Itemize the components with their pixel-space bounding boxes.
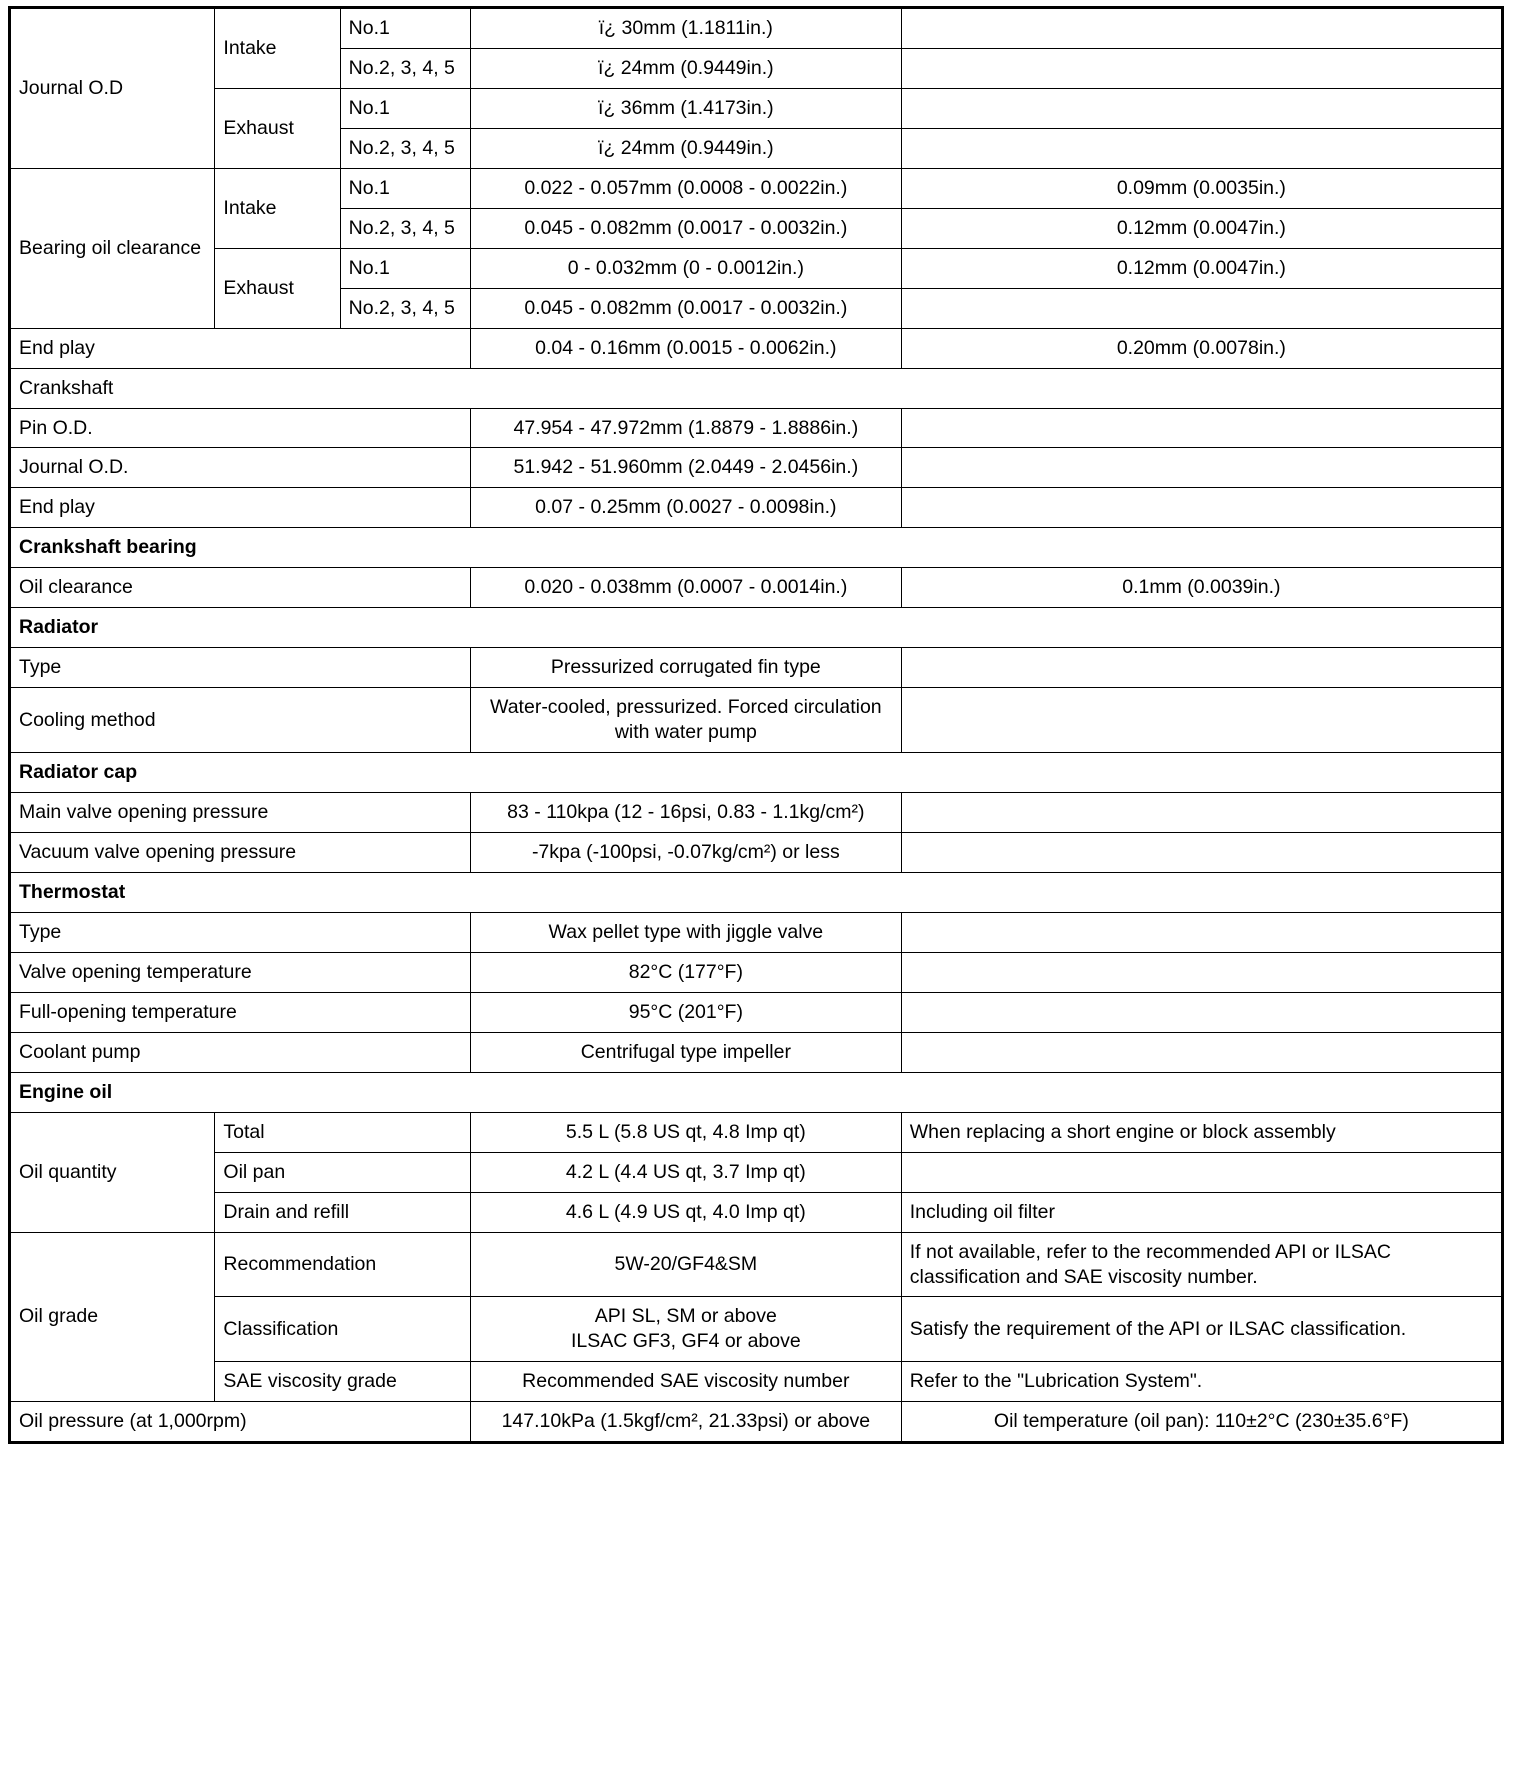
subgroup-exhaust: Exhaust bbox=[215, 248, 340, 328]
value-standard: 0.04 - 0.16mm (0.0015 - 0.0062in.) bbox=[470, 328, 901, 368]
row-label-type: Type bbox=[10, 648, 471, 688]
value-standard: 4.2 L (4.4 US qt, 3.7 Imp qt) bbox=[470, 1152, 901, 1192]
value-standard: Wax pellet type with jiggle valve bbox=[470, 912, 901, 952]
table-row bbox=[10, 648, 1503, 688]
table-row bbox=[10, 568, 1503, 608]
section-header-thermostat: Thermostat bbox=[10, 872, 1503, 912]
item-oil-pan: Oil pan bbox=[215, 1152, 471, 1192]
value-standard: 82°C (177°F) bbox=[470, 952, 901, 992]
value-standard: ï¿ 24mm (0.9449in.) bbox=[470, 128, 901, 168]
value-standard: Recommended SAE viscosity number bbox=[470, 1362, 901, 1402]
row-label-end-play: End play bbox=[10, 488, 471, 528]
row-label-vacuum-valve-opening-pressure: Vacuum valve opening pressure bbox=[10, 833, 471, 873]
value-standard: Pressurized corrugated fin type bbox=[470, 648, 901, 688]
value-note: Including oil filter bbox=[901, 1192, 1502, 1232]
table-row bbox=[10, 952, 1503, 992]
subgroup-exhaust: Exhaust bbox=[215, 88, 340, 168]
row-label-type: Type bbox=[10, 912, 471, 952]
section-header-radiator: Radiator bbox=[10, 608, 1503, 648]
item-total: Total bbox=[215, 1112, 471, 1152]
item-no2345: No.2, 3, 4, 5 bbox=[340, 128, 470, 168]
subgroup-intake: Intake bbox=[215, 168, 340, 248]
row-label-bearing-oil-clearance: Bearing oil clearance bbox=[10, 168, 215, 328]
value-standard: 95°C (201°F) bbox=[470, 992, 901, 1032]
table-row bbox=[10, 608, 1503, 648]
item-no1: No.1 bbox=[340, 248, 470, 288]
subgroup-intake: Intake bbox=[215, 8, 340, 89]
value-limit bbox=[901, 1032, 1502, 1072]
value-limit bbox=[901, 912, 1502, 952]
section-header-engine-oil: Engine oil bbox=[10, 1072, 1503, 1112]
row-label-coolant-pump: Coolant pump bbox=[10, 1032, 471, 1072]
table-row bbox=[10, 992, 1503, 1032]
value-standard: 147.10kPa (1.5kgf/cm², 21.33psi) or above bbox=[470, 1402, 901, 1443]
value-note: If not available, refer to the recommended API or ILSAC classification and SAE viscosity number. bbox=[901, 1232, 1502, 1297]
table-row bbox=[10, 1032, 1503, 1072]
item-drain-and-refill: Drain and refill bbox=[215, 1192, 471, 1232]
value-standard: Water-cooled, pressurized. Forced circulation with water pump bbox=[470, 688, 901, 753]
value-limit: 0.12mm (0.0047in.) bbox=[901, 208, 1502, 248]
value-limit bbox=[901, 833, 1502, 873]
row-label-oil-clearance: Oil clearance bbox=[10, 568, 471, 608]
value-standard: 0 - 0.032mm (0 - 0.0012in.) bbox=[470, 248, 901, 288]
value-limit bbox=[901, 288, 1502, 328]
value-standard: 4.6 L (4.9 US qt, 4.0 Imp qt) bbox=[470, 1192, 901, 1232]
value-limit bbox=[901, 488, 1502, 528]
table-row bbox=[10, 448, 1503, 488]
table-row bbox=[10, 408, 1503, 448]
table-row bbox=[10, 88, 1503, 128]
value-standard: 0.020 - 0.038mm (0.0007 - 0.0014in.) bbox=[470, 568, 901, 608]
value-limit bbox=[901, 793, 1502, 833]
row-label-journal-od: Journal O.D. bbox=[10, 448, 471, 488]
value-limit bbox=[901, 128, 1502, 168]
value-standard: 0.07 - 0.25mm (0.0027 - 0.0098in.) bbox=[470, 488, 901, 528]
value-note bbox=[901, 1152, 1502, 1192]
value-standard: 83 - 110kpa (12 - 16psi, 0.83 - 1.1kg/cm²) bbox=[470, 793, 901, 833]
row-label-oil-pressure: Oil pressure (at 1,000rpm) bbox=[10, 1402, 471, 1443]
table-row bbox=[10, 833, 1503, 873]
value-limit bbox=[901, 952, 1502, 992]
item-recommendation: Recommendation bbox=[215, 1232, 471, 1297]
value-limit bbox=[901, 448, 1502, 488]
table-row bbox=[10, 1112, 1503, 1152]
value-standard: 0.045 - 0.082mm (0.0017 - 0.0032in.) bbox=[470, 288, 901, 328]
engine-specification-table bbox=[8, 6, 1504, 1444]
value-standard: API SL, SM or above ILSAC GF3, GF4 or above bbox=[470, 1297, 901, 1362]
row-label-pin-od: Pin O.D. bbox=[10, 408, 471, 448]
section-header-crankshaft-bearing: Crankshaft bearing bbox=[10, 528, 1503, 568]
table-row bbox=[10, 872, 1503, 912]
table-row bbox=[10, 1232, 1503, 1297]
value-standard: ï¿ 30mm (1.1811in.) bbox=[470, 8, 901, 49]
table-row bbox=[10, 1402, 1503, 1443]
value-limit bbox=[901, 88, 1502, 128]
value-limit bbox=[901, 688, 1502, 753]
value-note: Oil temperature (oil pan): 110±2°C (230±35.6°F) bbox=[901, 1402, 1502, 1443]
value-limit bbox=[901, 992, 1502, 1032]
value-limit: 0.12mm (0.0047in.) bbox=[901, 248, 1502, 288]
value-standard: 0.022 - 0.057mm (0.0008 - 0.0022in.) bbox=[470, 168, 901, 208]
row-label-oil-quantity: Oil quantity bbox=[10, 1112, 215, 1232]
value-limit bbox=[901, 408, 1502, 448]
section-header-crankshaft: Crankshaft bbox=[10, 368, 1503, 408]
row-label-oil-grade: Oil grade bbox=[10, 1232, 215, 1402]
spec-table-body bbox=[10, 8, 1503, 1443]
item-no2345: No.2, 3, 4, 5 bbox=[340, 48, 470, 88]
value-standard: ï¿ 36mm (1.4173in.) bbox=[470, 88, 901, 128]
value-limit: 0.09mm (0.0035in.) bbox=[901, 168, 1502, 208]
value-standard: 5.5 L (5.8 US qt, 4.8 Imp qt) bbox=[470, 1112, 901, 1152]
row-label-valve-opening-temperature: Valve opening temperature bbox=[10, 952, 471, 992]
item-classification: Classification bbox=[215, 1297, 471, 1362]
table-row bbox=[10, 8, 1503, 49]
table-row bbox=[10, 912, 1503, 952]
table-row bbox=[10, 1192, 1503, 1232]
value-note: Refer to the "Lubrication System". bbox=[901, 1362, 1502, 1402]
table-row bbox=[10, 488, 1503, 528]
value-standard: -7kpa (-100psi, -0.07kg/cm²) or less bbox=[470, 833, 901, 873]
value-note: Satisfy the requirement of the API or ILSAC classification. bbox=[901, 1297, 1502, 1362]
table-row bbox=[10, 1362, 1503, 1402]
value-limit: 0.1mm (0.0039in.) bbox=[901, 568, 1502, 608]
row-label-cooling-method: Cooling method bbox=[10, 688, 471, 753]
table-row bbox=[10, 1072, 1503, 1112]
table-row bbox=[10, 168, 1503, 208]
value-limit: 0.20mm (0.0078in.) bbox=[901, 328, 1502, 368]
value-standard: 5W-20/GF4&SM bbox=[470, 1232, 901, 1297]
item-no1: No.1 bbox=[340, 168, 470, 208]
table-row bbox=[10, 328, 1503, 368]
item-no2345: No.2, 3, 4, 5 bbox=[340, 208, 470, 248]
item-sae-viscosity-grade: SAE viscosity grade bbox=[215, 1362, 471, 1402]
row-label-full-opening-temperature: Full-opening temperature bbox=[10, 992, 471, 1032]
row-label-journal-od: Journal O.D bbox=[10, 8, 215, 169]
table-row bbox=[10, 753, 1503, 793]
value-limit bbox=[901, 648, 1502, 688]
item-no1: No.1 bbox=[340, 8, 470, 49]
value-standard: 0.045 - 0.082mm (0.0017 - 0.0032in.) bbox=[470, 208, 901, 248]
table-row bbox=[10, 1152, 1503, 1192]
table-row bbox=[10, 688, 1503, 753]
value-note: When replacing a short engine or block assembly bbox=[901, 1112, 1502, 1152]
table-row bbox=[10, 528, 1503, 568]
row-label-end-play: End play bbox=[10, 328, 471, 368]
item-no1: No.1 bbox=[340, 88, 470, 128]
value-standard: ï¿ 24mm (0.9449in.) bbox=[470, 48, 901, 88]
row-label-main-valve-opening-pressure: Main valve opening pressure bbox=[10, 793, 471, 833]
item-no2345: No.2, 3, 4, 5 bbox=[340, 288, 470, 328]
table-row bbox=[10, 248, 1503, 288]
value-standard: Centrifugal type impeller bbox=[470, 1032, 901, 1072]
table-row bbox=[10, 793, 1503, 833]
table-row bbox=[10, 368, 1503, 408]
value-standard: 47.954 - 47.972mm (1.8879 - 1.8886in.) bbox=[470, 408, 901, 448]
table-row bbox=[10, 1297, 1503, 1362]
section-header-radiator-cap: Radiator cap bbox=[10, 753, 1503, 793]
value-standard: 51.942 - 51.960mm (2.0449 - 2.0456in.) bbox=[470, 448, 901, 488]
value-limit bbox=[901, 48, 1502, 88]
value-limit bbox=[901, 8, 1502, 49]
